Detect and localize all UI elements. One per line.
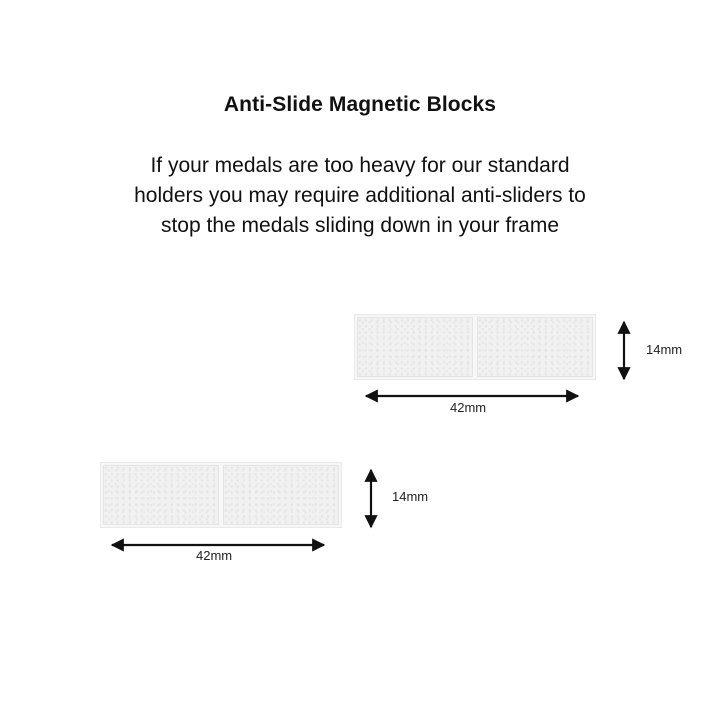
width-label: 42mm bbox=[450, 400, 487, 415]
width-label: 42mm bbox=[196, 548, 233, 563]
description-line: stop the medals sliding down in your frame bbox=[160, 214, 560, 237]
page-title: Anti-Slide Magnetic Blocks bbox=[223, 93, 497, 116]
height-label: 14mm bbox=[646, 342, 683, 357]
description-line: holders you may require additional anti-sliders to bbox=[134, 184, 586, 207]
height-label: 14mm bbox=[392, 489, 429, 504]
description-line: If your medals are too heavy for our standard bbox=[150, 154, 570, 177]
